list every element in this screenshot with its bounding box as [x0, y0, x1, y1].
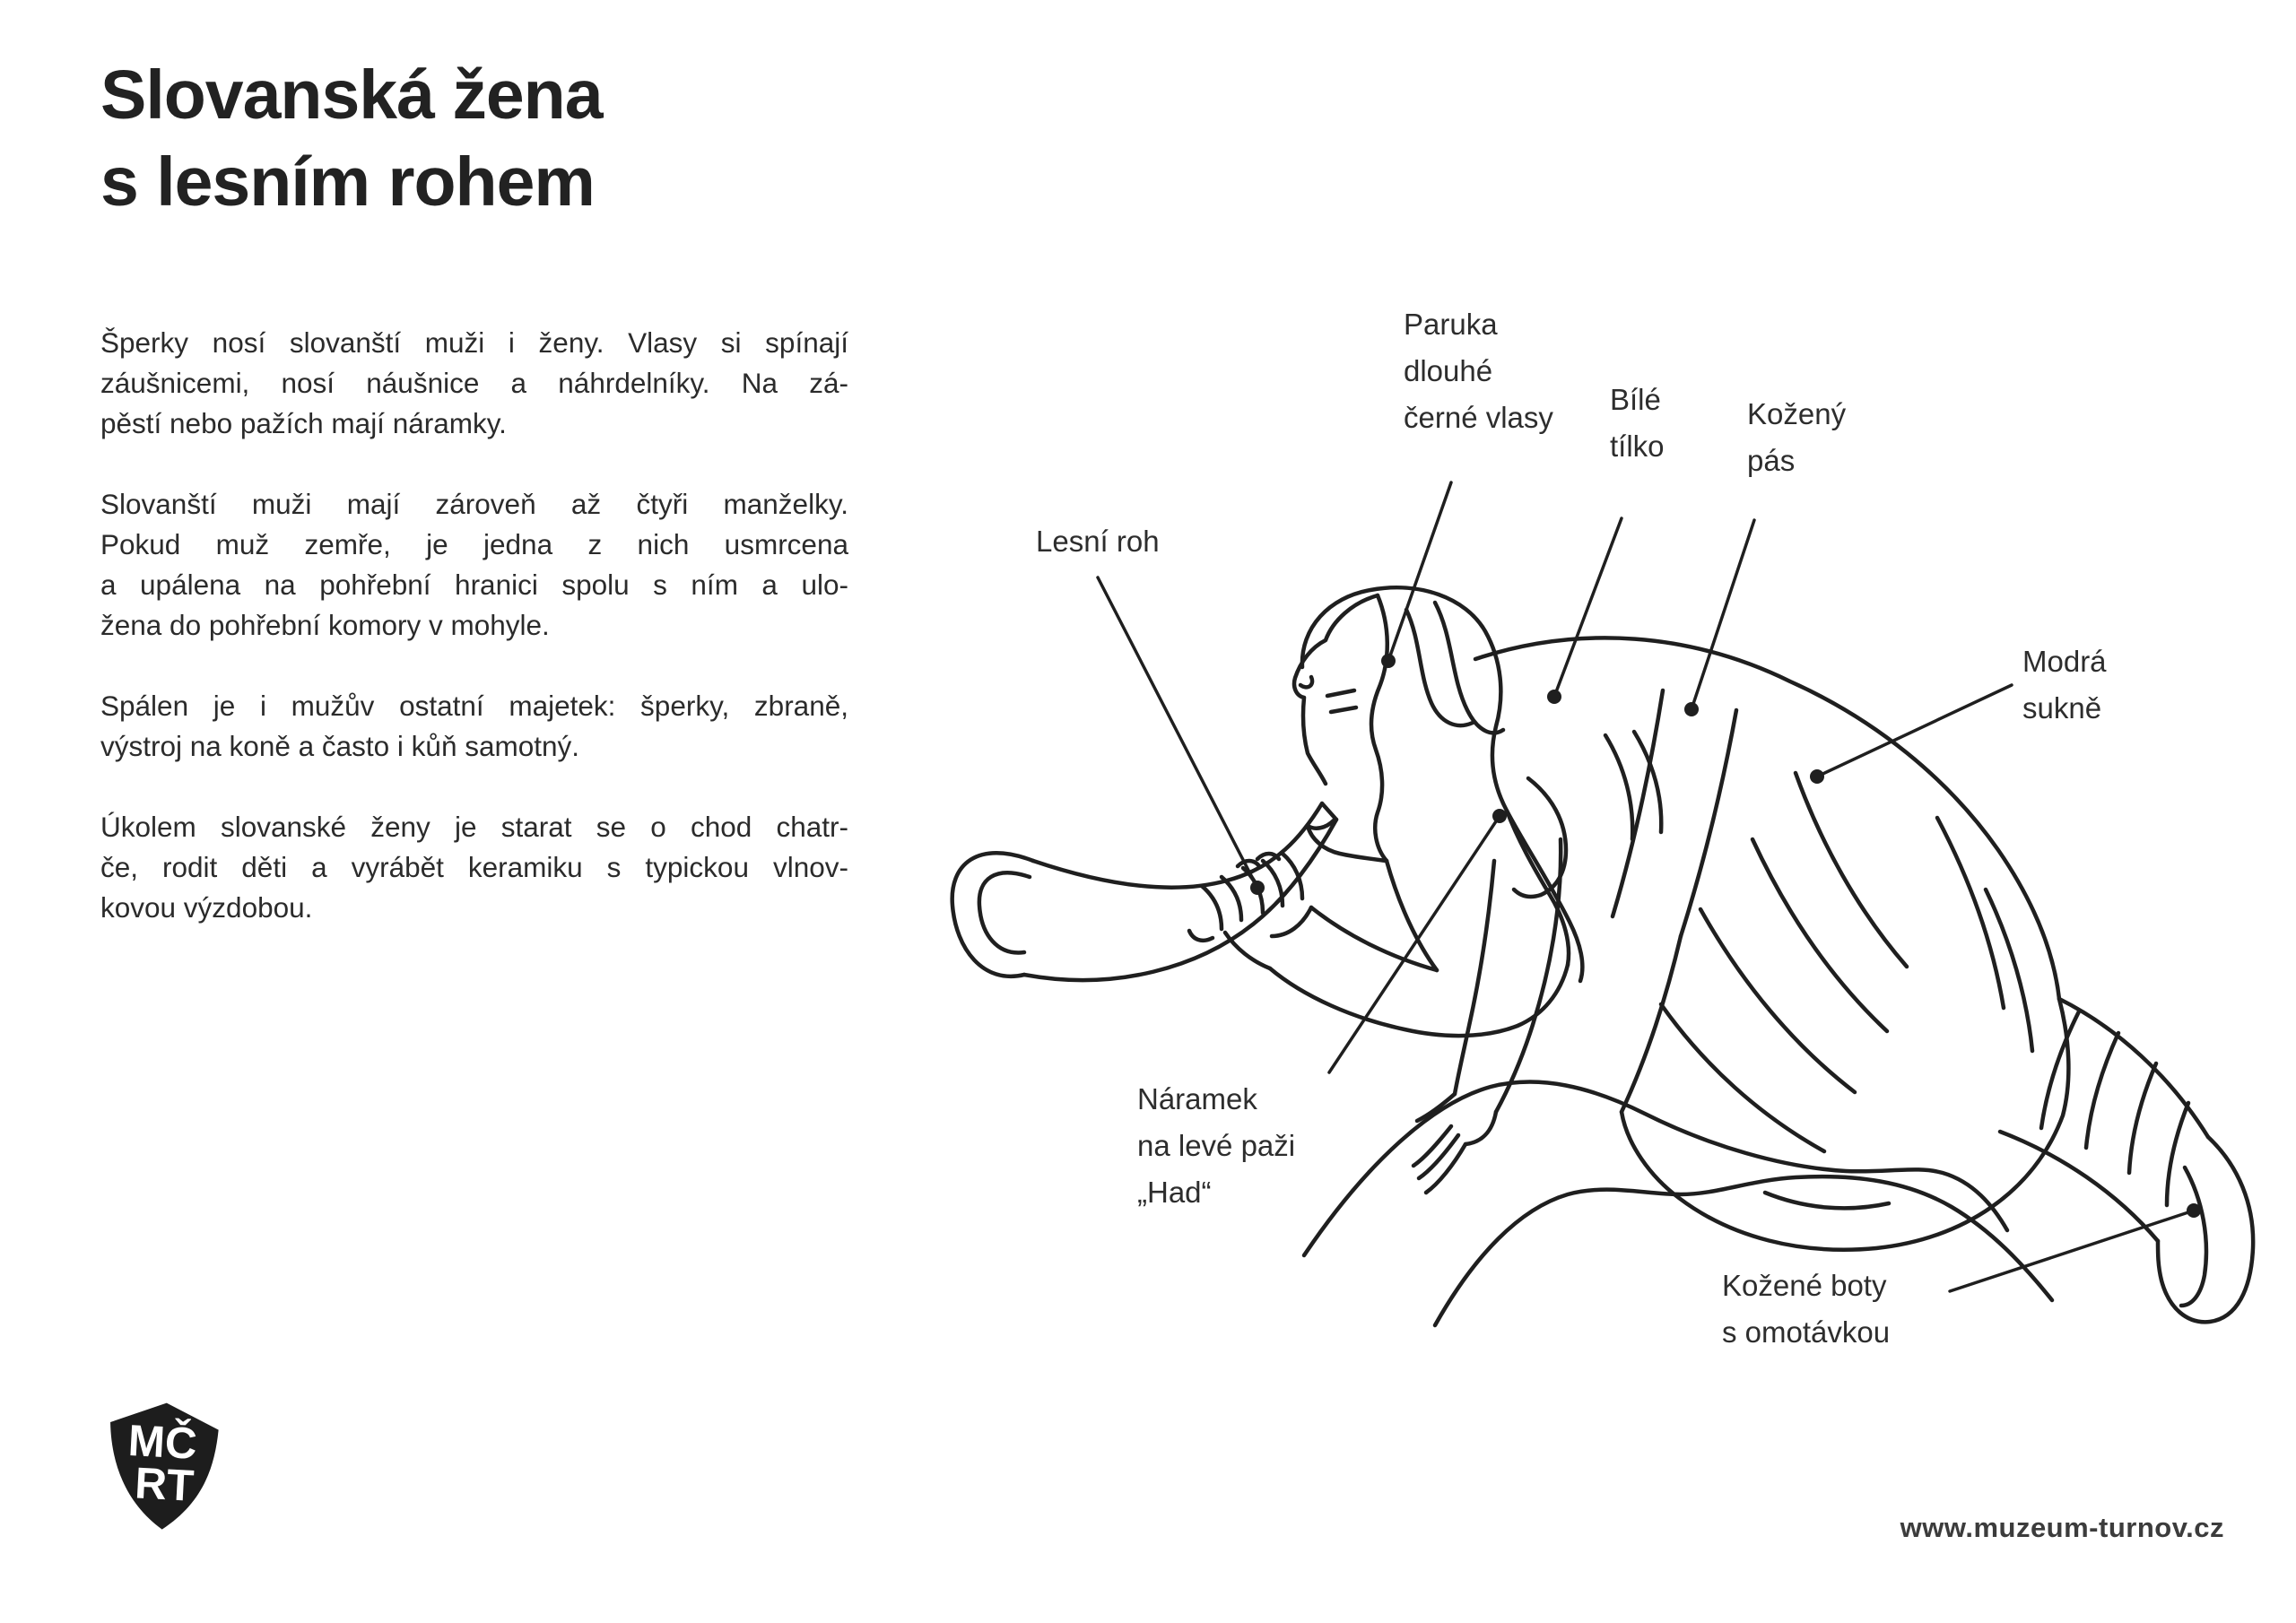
text-line: Úkolem slovanské ženy je starat se o chod chatr- [100, 811, 848, 843]
text-line: Bílé [1610, 383, 1661, 416]
label-kozene-boty [1722, 1263, 1890, 1356]
anchor-dot-paruka [1381, 654, 1396, 668]
text-line: Pokud muž zemře, je jedna z nich usmrcena [100, 528, 848, 560]
text-line: žena do pohřební komory v mohyle. [100, 609, 550, 641]
anchor-dot-bile-tilko [1547, 690, 1561, 704]
anchor-dot-lesni-roh [1250, 881, 1265, 895]
page-title-line-2: s lesním rohem [100, 143, 595, 221]
leader-line-kozeny-pas [1692, 520, 1754, 709]
text-line: Kožené boty [1722, 1269, 1887, 1302]
text-line: pěstí nebo pažích mají náramky. [100, 407, 507, 439]
leader-line-lesni-roh [1098, 577, 1257, 888]
text-line: na levé paži [1137, 1129, 1296, 1162]
museum-logo [95, 1399, 230, 1533]
text-line: černé vlasy [1404, 401, 1553, 434]
text-line: a upálena na pohřební hranici spolu s ním a ulo- [100, 568, 848, 601]
website-url: www.muzeum-turnov.cz [1900, 1512, 2224, 1543]
text-line: Kožený [1747, 397, 1847, 430]
text-line: Šperky nosí slovanští muži i ženy. Vlasy si spínají [100, 326, 848, 359]
text-line: výstroj na koně a často i kůň samotný. [100, 730, 580, 762]
label-kozeny-pas [1747, 391, 1846, 484]
leader-line-paruka [1388, 482, 1451, 661]
anchor-dot-modra-sukne [1810, 769, 1824, 784]
leader-line-modra-sukne [1817, 685, 2012, 777]
page-title-line-1: Slovanská žena [100, 56, 603, 134]
text-line: záušnicemi, nosí náušnice a náhrdelníky. Na zá- [100, 367, 848, 399]
text-line: „Had“ [1137, 1176, 1212, 1209]
anchor-dot-kozeny-pas [1684, 702, 1699, 716]
label-lesni-roh [1036, 518, 1160, 565]
text-line: pás [1747, 444, 1796, 477]
label-modra-sukne [2022, 638, 2107, 732]
label-bile-tilko [1610, 377, 1665, 470]
text-line: Slovanští muži mají zároveň až čtyři manželky. [100, 488, 848, 520]
label-paruka [1404, 301, 1553, 441]
logo-text-row-1: MČ [126, 1415, 198, 1469]
anchor-dot-kozene-boty [2187, 1203, 2201, 1218]
horn-arm-drawing [1189, 854, 1568, 1036]
horn-drawing [952, 803, 1336, 980]
text-line: Náramek [1137, 1082, 1257, 1115]
text-line: tílko [1610, 430, 1665, 463]
leader-line-bile-tilko [1554, 518, 1622, 697]
support-arm-drawing [1413, 839, 1561, 1193]
head-drawing [1294, 587, 1582, 981]
text-line: Modrá [2022, 645, 2107, 678]
ground-drawing [1304, 1082, 2052, 1325]
text-line: s omotávkou [1722, 1315, 1891, 1349]
text-line: Spálen je i mužův ostatní majetek: šperky, zbraně, [100, 690, 848, 722]
text-line: Lesní roh [1036, 525, 1160, 558]
label-naramek [1137, 1076, 1295, 1216]
text-line: dlouhé [1404, 354, 1493, 387]
text-line: sukně [2022, 691, 2102, 725]
anchor-dot-naramek [1492, 809, 1507, 823]
text-line: kovou výzdobou. [100, 891, 313, 924]
logo-text-row-2: RT [134, 1458, 196, 1511]
text-line: Paruka [1404, 308, 1498, 341]
text-line: če, rodit děti a vyrábět keramiku s typickou vlnov- [100, 851, 848, 883]
anchor-dots [1250, 654, 2201, 1218]
